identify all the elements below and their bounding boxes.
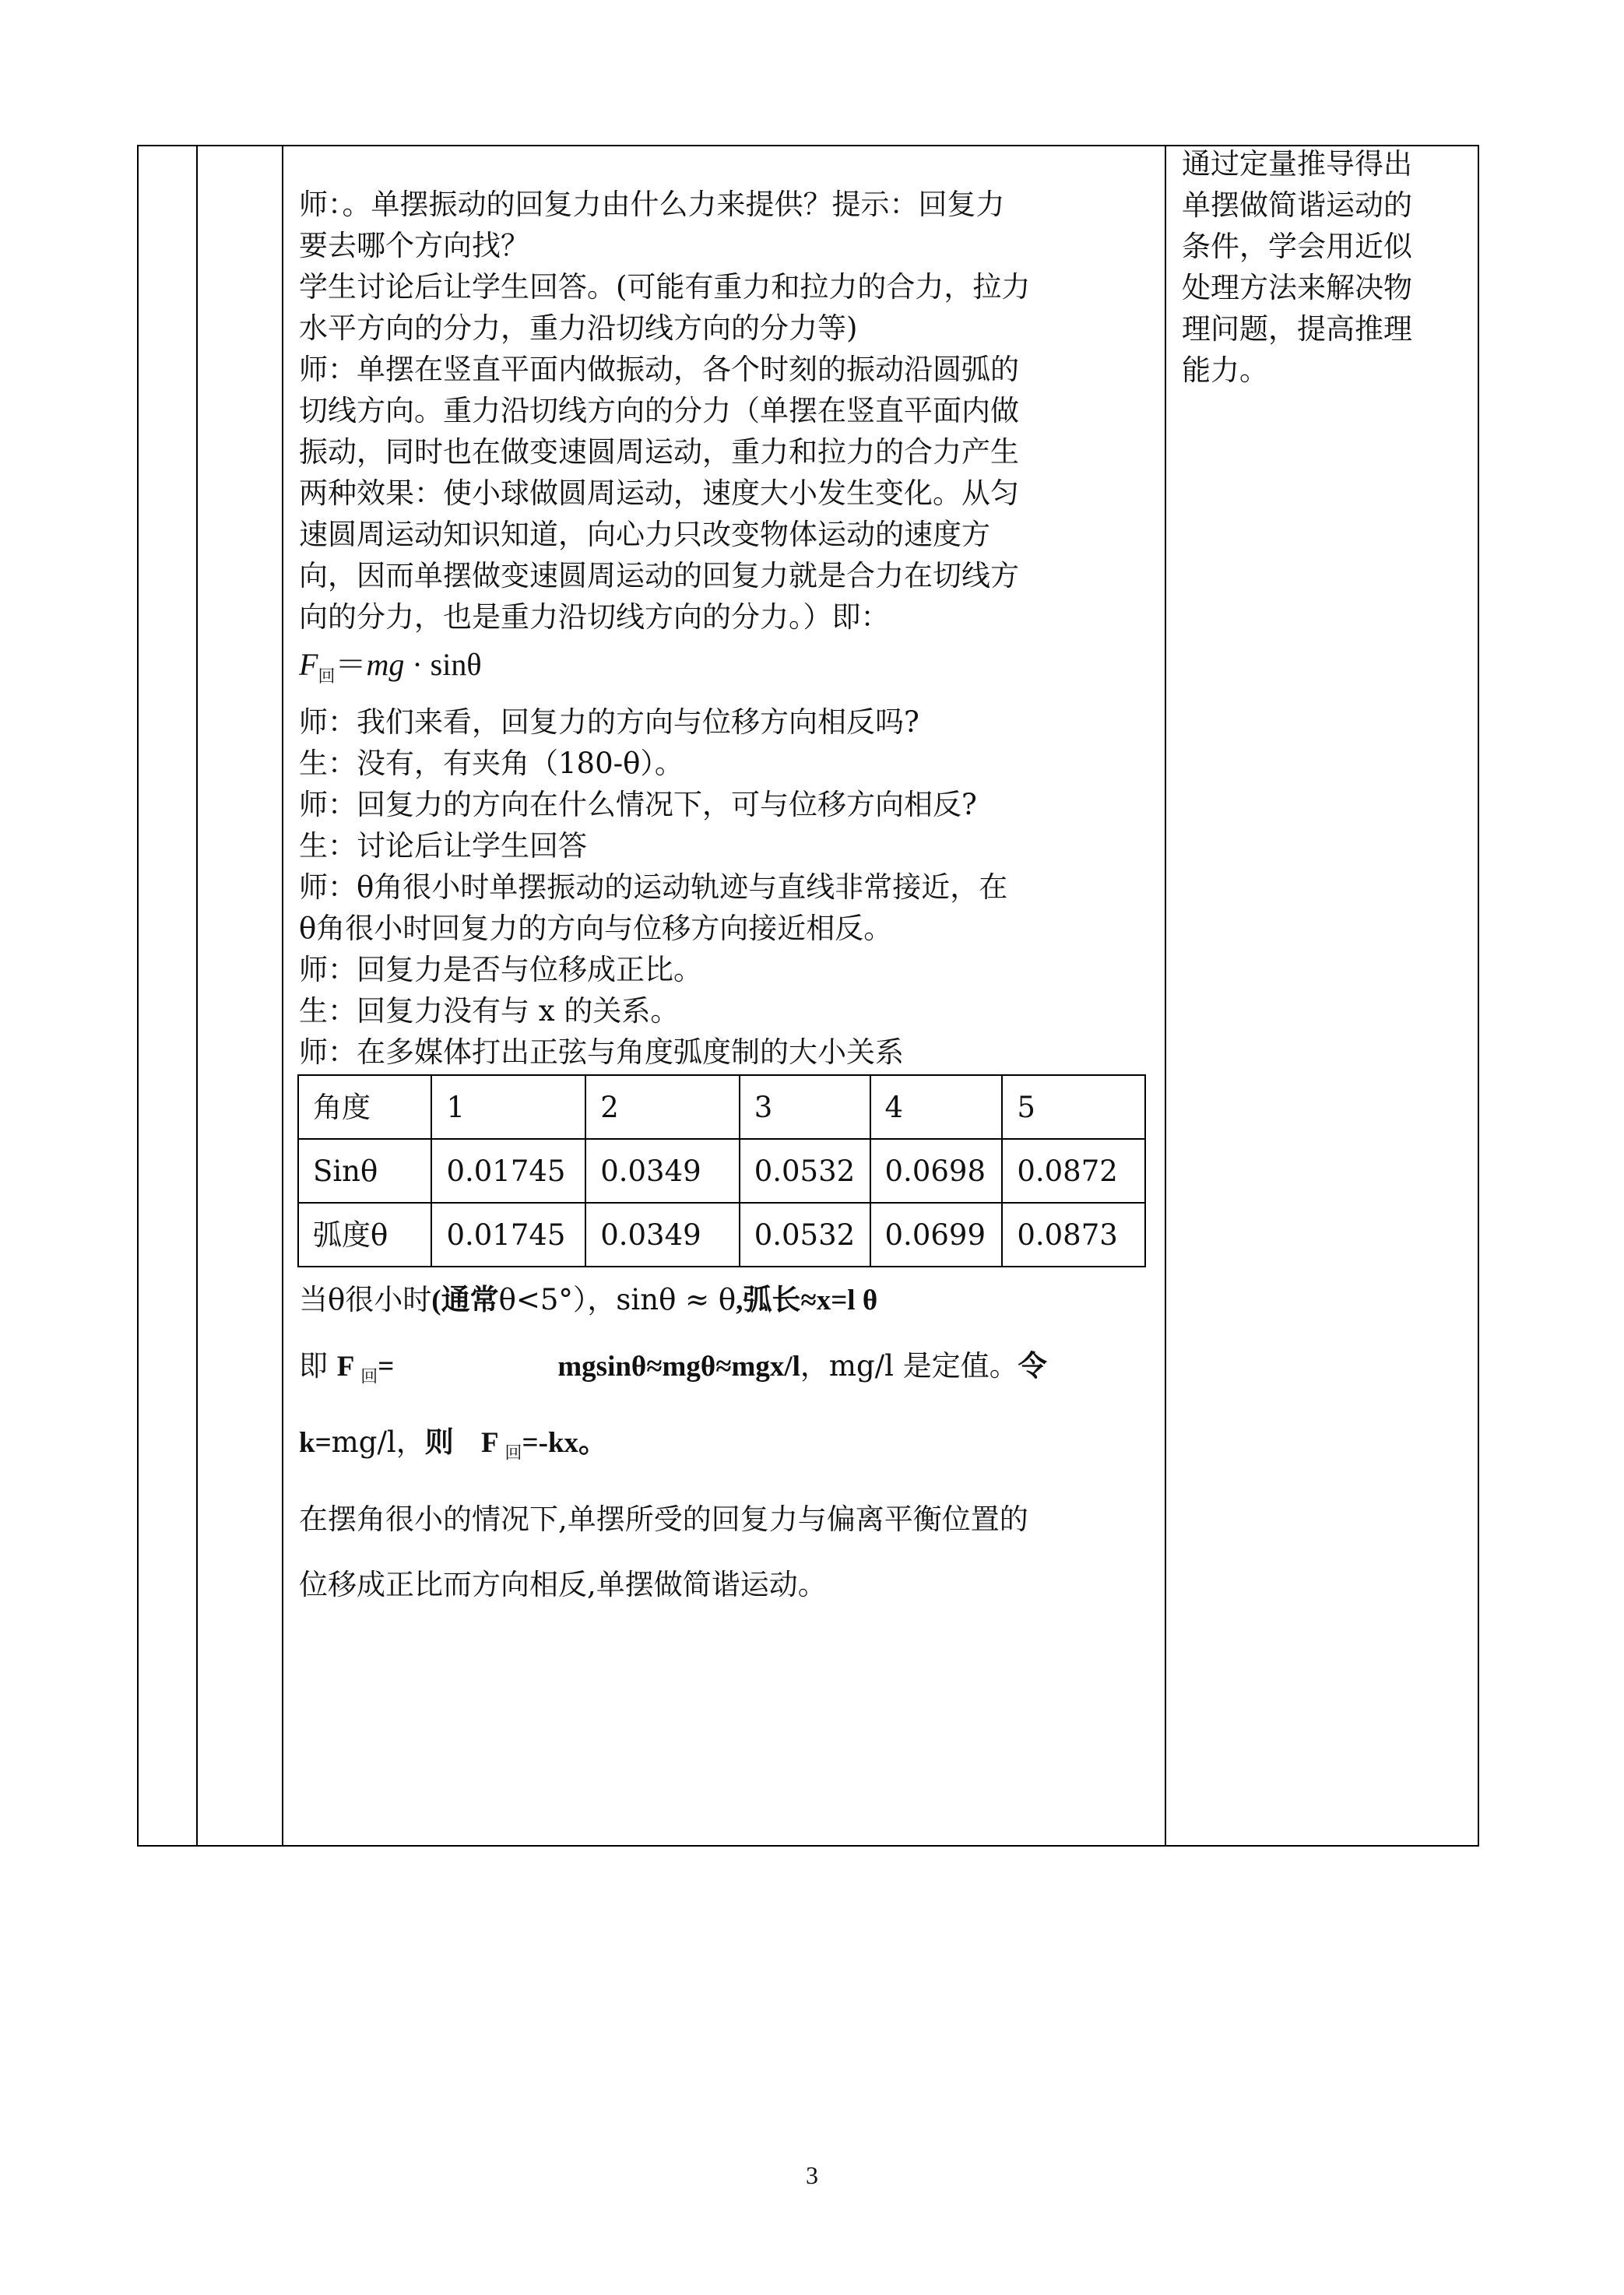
design-intent-cell (1182, 143, 1471, 391)
column-divider-1 (196, 146, 198, 1845)
side-line: 通过定量推导得出 (1182, 147, 1412, 181)
text-line: 向的分力，也是重力沿切线方向的分力。）即： (299, 600, 890, 634)
table-cell: 0.0349 (585, 1203, 740, 1267)
column-divider-3 (1165, 146, 1166, 1845)
side-line: 单摆做简谐运动的 (1182, 188, 1412, 222)
dialog-line: 师：θ角很小时单摆振动的运动轨迹与直线非常接近，在 (299, 870, 1008, 904)
table-cell: 0.0872 (1002, 1139, 1145, 1203)
text-line: 速圆周运动知识知道，向心力只改变物体运动的速度方 (299, 518, 990, 551)
table-cell: 角度 (298, 1075, 431, 1139)
conclusion-line: 位移成正比而方向相反,单摆做简谐运动。 (299, 1567, 827, 1601)
table-cell: 1 (431, 1075, 585, 1139)
dialog-line: 生：没有，有夹角（180-θ）。 (299, 747, 684, 780)
side-line: 处理方法来解决物 (1182, 271, 1412, 304)
table-cell: 4 (870, 1075, 1003, 1139)
table-cell: Sinθ (298, 1139, 431, 1203)
hooke-law-line: k=mg/l，则 F $_回$=-kx。 (299, 1425, 608, 1464)
side-line: 能力。 (1182, 353, 1268, 387)
dialog-line: 师：在多媒体打出正弦与角度弧度制的大小关系 (299, 1035, 904, 1069)
table-cell: 0.0349 (585, 1139, 740, 1203)
text-line: 要去哪个方向找？ (299, 229, 529, 262)
table-cell: 2 (585, 1075, 740, 1139)
text-line: 师：。单摆振动的回复力由什么力来提供？提示：回复力 (299, 188, 1005, 221)
table-cell: 0.0698 (870, 1139, 1003, 1203)
table-cell: 弧度θ (298, 1203, 431, 1267)
sine-radian-table (297, 1074, 1146, 1267)
table-row (298, 1203, 1145, 1267)
text-line: 水平方向的分力，重力沿切线方向的分力等) (299, 311, 858, 345)
dialog-line: 师：回复力的方向在什么情况下，可与位移方向相反? (299, 788, 977, 821)
table-cell: 0.0532 (740, 1139, 870, 1203)
restoring-force-formula: $F_回=mg \cdot \sin\theta$ (299, 647, 482, 686)
column-divider-2 (282, 146, 283, 1845)
text-line: 学生讨论后让学生回答。(可能有重力和拉力的合力，拉力 (299, 270, 1031, 304)
table-row (298, 1139, 1145, 1203)
text-line: 师：单摆在竖直平面内做振动，各个时刻的振动沿圆弧的 (299, 353, 1019, 386)
dialog-line: θ角很小时回复力的方向与位移方向接近相反。 (299, 912, 893, 945)
dialog-line: 师：我们来看，回复力的方向与位移方向相反吗? (299, 705, 919, 739)
dialog-line: 生：回复力没有与 x 的关系。 (299, 994, 680, 1028)
text-line: 向，因而单摆做变速圆周运动的回复力就是合力在切线方 (299, 559, 1019, 592)
table-cell: 0.0699 (870, 1203, 1003, 1267)
side-line: 条件，学会用近似 (1182, 230, 1412, 263)
small-angle-line: 当θ很小时(通常θ<5°），sinθ ≈ θ,弧长≈x=l θ (299, 1283, 878, 1316)
table-cell: 0.01745 (431, 1203, 585, 1267)
table-cell: 0.0532 (740, 1203, 870, 1267)
table-row (298, 1075, 1145, 1139)
derivation-block (299, 1267, 1163, 1618)
dialog-line: 生：讨论后让学生回答 (299, 829, 587, 863)
conclusion-line: 在摆角很小的情况下,单摆所受的回复力与偏离平衡位置的 (299, 1502, 1028, 1536)
force-derivation-line: 即 F $_回$= mgsinθ≈mgθ≈mgx/l，mg/l 是定值。令 (299, 1349, 1047, 1387)
table-cell: 0.0873 (1002, 1203, 1145, 1267)
table-cell: 5 (1002, 1075, 1145, 1139)
dialog-line: 师：回复力是否与位移成正比。 (299, 953, 702, 986)
side-line: 理问题，提高推理 (1182, 312, 1412, 346)
page-number: 3 (806, 2161, 818, 2189)
text-line: 两种效果：使小球做圆周运动，速度大小发生变化。从匀 (299, 476, 1019, 510)
text-line: 振动，同时也在做变速圆周运动，重力和拉力的合力产生 (299, 435, 1019, 469)
table-cell: 3 (740, 1075, 870, 1139)
table-cell: 0.01745 (431, 1139, 585, 1203)
teaching-process-cell (299, 184, 1163, 1618)
text-line: 切线方向。重力沿切线方向的分力（单摆在竖直平面内做 (299, 394, 1019, 427)
